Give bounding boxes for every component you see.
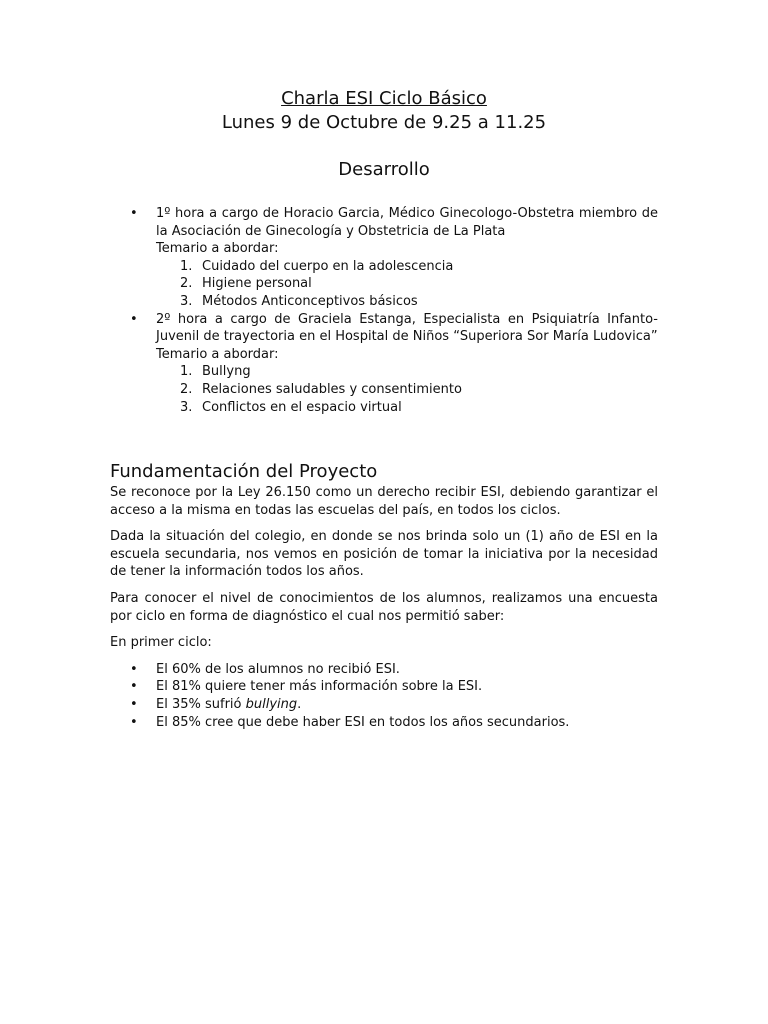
topic-item — [180, 399, 658, 417]
item-text: 1º hora a cargo de Horacio Garcia, Médico Ginecologo-Obstetra miembro de la Asociación de Ginecología y Obstetricia de La Plata — [156, 206, 658, 239]
topic-item — [180, 363, 658, 381]
topic-text: Bullyng — [202, 364, 251, 380]
list-item — [110, 696, 658, 714]
topic-item — [180, 381, 658, 399]
topic-number: 2. — [180, 276, 193, 292]
stat-text: El 85% cree que debe haber ESI en todos los años secundarios. — [156, 714, 570, 730]
topic-text: Conflictos en el espacio virtual — [202, 399, 402, 415]
temario-label: Temario a abordar: — [156, 346, 279, 362]
topic-list — [156, 363, 658, 416]
list-item — [110, 661, 658, 679]
stat-text-end: . — [297, 696, 302, 712]
list-item — [110, 678, 658, 696]
item-text: 2º hora a cargo de Graciela Estanga, Especialista en Psiquiatría Infanto-Juvenil de trayectoria en el Hospital de Niños “Superiora Sor María Ludovica” — [156, 311, 658, 345]
stat-text: El 35% sufrió — [156, 696, 246, 712]
topic-text: Métodos Anticonceptivos básicos — [202, 293, 418, 309]
paragraph: En primer ciclo: — [110, 635, 212, 651]
topic-item — [180, 293, 658, 311]
topic-number: 1. — [180, 258, 193, 274]
stat-emphasis: bullying — [245, 696, 298, 712]
topic-number: 3. — [180, 399, 193, 415]
topic-text: Relaciones saludables y consentimiento — [202, 381, 462, 397]
list-item — [110, 311, 658, 417]
bullet-icon: • — [130, 714, 138, 730]
bullet-icon: • — [130, 696, 138, 712]
event-date: Lunes 9 de Octubre de 9.25 a 11.25 — [221, 112, 547, 133]
topic-item — [180, 275, 658, 293]
paragraph: Se reconoce por la Ley 26.150 como un derecho recibir ESI, debiendo garantizar el acceso a la misma en todas las escuelas del país, en todos los ciclos. — [110, 485, 658, 518]
desarrollo-list — [110, 205, 658, 416]
bullet-icon: • — [130, 311, 138, 327]
topic-text: Cuidado del cuerpo en la adolescencia — [202, 258, 454, 274]
topic-list — [156, 258, 658, 311]
topic-number: 3. — [180, 293, 193, 309]
fundamentacion-body — [110, 484, 658, 731]
document-title: Charla ESI Ciclo Básico — [281, 88, 487, 109]
stat-text: El 81% quiere tener más información sobre la ESI. — [156, 679, 483, 695]
paragraph: Dada la situación del colegio, en donde se nos brinda solo un (1) año de ESI en la escuela secundaria, nos vemos en posición de tomar la iniciativa por la necesidad de tener la información todos los años. — [110, 529, 658, 580]
list-item — [110, 205, 658, 311]
section-heading-fundamentacion: Fundamentación del Proyecto — [110, 461, 378, 482]
list-item — [110, 714, 658, 732]
paragraph: Para conocer el nivel de conocimientos de los alumnos, realizamos una encuesta por ciclo en forma de diagnóstico el cual nos permitió saber: — [110, 590, 658, 624]
topic-item — [180, 258, 658, 276]
topic-number: 1. — [180, 364, 193, 380]
topic-number: 2. — [180, 381, 193, 397]
temario-label: Temario a abordar: — [156, 241, 279, 257]
bullet-icon: • — [130, 661, 138, 677]
stat-text: El 60% de los alumnos no recibió ESI. — [156, 661, 400, 677]
bullet-icon: • — [130, 679, 138, 695]
stats-list — [110, 661, 658, 731]
topic-text: Higiene personal — [202, 276, 312, 292]
bullet-icon: • — [130, 206, 138, 221]
section-heading-desarrollo: Desarrollo — [338, 159, 430, 180]
